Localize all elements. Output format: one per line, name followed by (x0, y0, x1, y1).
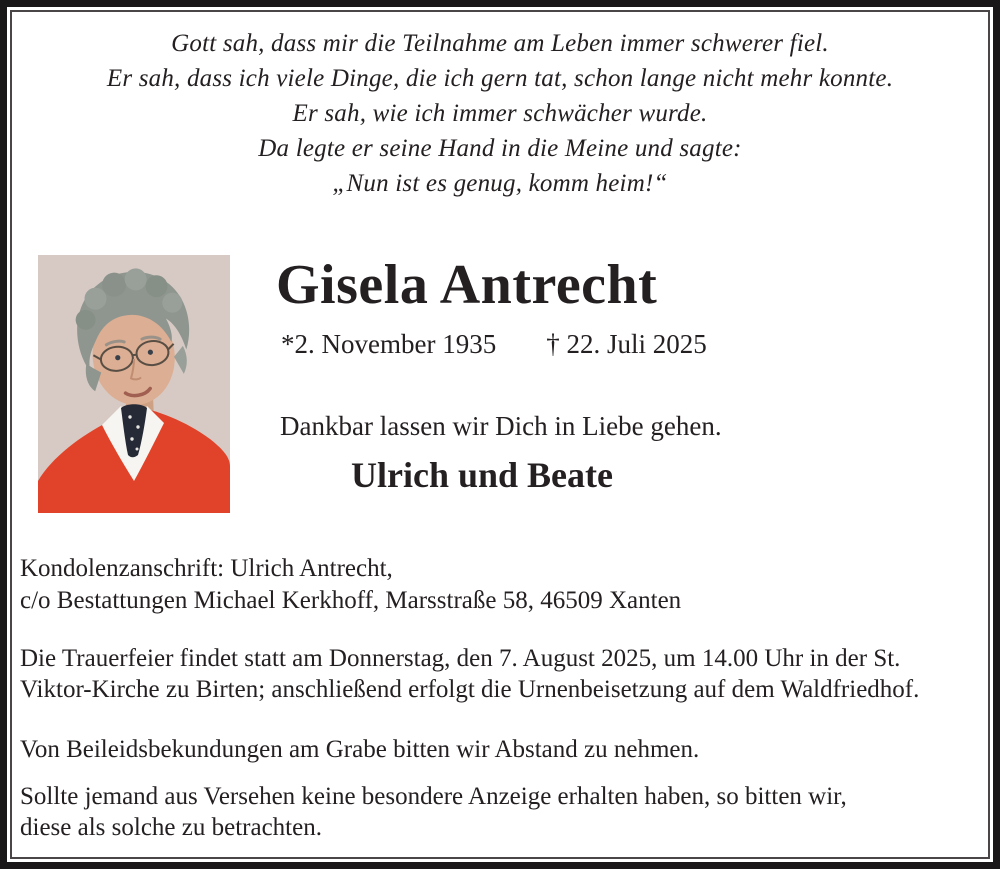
notice-line: Sollte jemand aus Versehen keine besondere Anzeige erhalten haben, so bitten wir, (20, 783, 847, 810)
funeral-service-info (20, 643, 978, 705)
condolence-line: Kondolenzanschrift: Ulrich Antrecht, (20, 555, 393, 582)
condolence-address (20, 553, 978, 617)
birth-date: *2. November 1935 (281, 329, 497, 359)
poem-line: Gott sah, dass mir die Teilnahme am Leben immer schwerer fiel. (171, 30, 829, 57)
portrait-photo (38, 255, 230, 513)
notice-line: diese als solche zu betrachten. (20, 814, 322, 841)
poem-line: Er sah, dass ich viele Dinge, die ich gern tat, schon lange nicht mehr konnte. (106, 65, 894, 92)
memorial-poem (0, 26, 1000, 201)
service-line: Viktor-Kirche zu Birten; anschließend erfolgt die Urnenbeisetzung auf dem Waldfriedhof. (20, 676, 920, 703)
mourners-names: Ulrich und Beate (350, 455, 613, 495)
death-date: † 22. Juli 2025 (546, 329, 707, 359)
poem-line: Da legte er seine Hand in die Meine und sagte: (258, 135, 742, 162)
service-line: Die Trauerfeier findet statt am Donnerstag, den 7. August 2025, um 14.00 Uhr in der St. (20, 645, 901, 672)
life-dates (281, 329, 707, 359)
farewell-line: Dankbar lassen wir Dich in Liebe gehen. (280, 411, 722, 441)
condolence-line: c/o Bestattungen Michael Kerkhoff, Marsstraße 58, 46509 Xanten (20, 587, 682, 614)
poem-line: Er sah, wie ich immer schwächer wurde. (292, 100, 708, 127)
deceased-name: Gisela Antrecht (276, 254, 658, 316)
notice-text (20, 781, 978, 843)
poem-line: „Nun ist es genug, komm heim!“ (332, 170, 668, 197)
grave-note: Von Beileidsbekundungen am Grabe bitten wir Abstand zu nehmen. (20, 736, 700, 763)
